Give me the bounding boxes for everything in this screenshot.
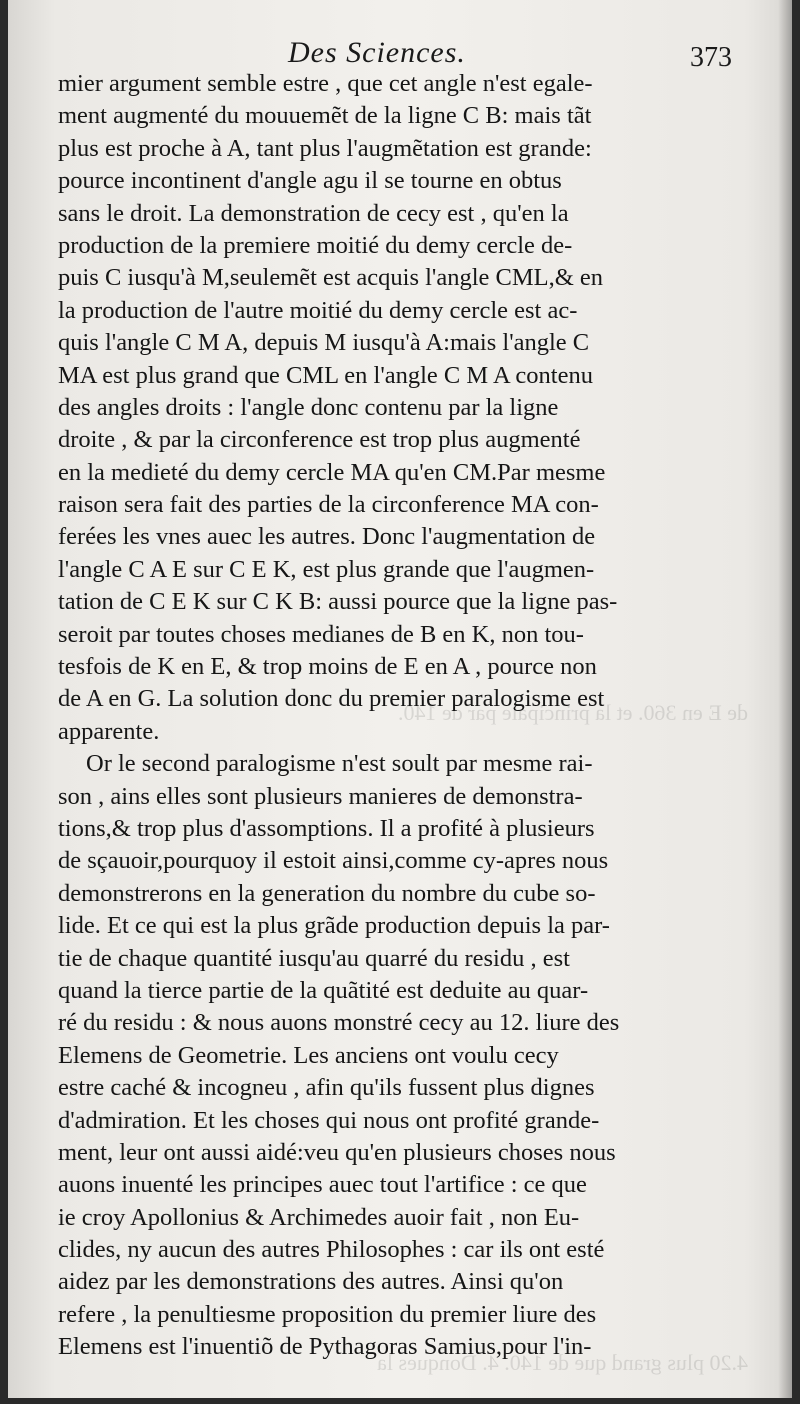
page-number: 373 (690, 42, 732, 73)
text-line: tesfois de K en E, & trop moins de E en A , pource non (58, 653, 597, 681)
running-head: Des Sciences. (288, 36, 466, 69)
text-line: en la medieté du demy cercle MA qu'en CM.Par mesme (58, 458, 606, 486)
text-line: MA est plus grand que CML en l'angle C M A contenu (58, 361, 593, 389)
text-line: droite , & par la circonference est trop plus augmenté (58, 426, 581, 454)
text-line: tions,& trop plus d'assomptions. Il a profité à plusieurs (58, 814, 595, 842)
text-line: quis l'angle C M A, depuis M iusqu'à A:mais l'angle C (58, 329, 590, 357)
text-line: mier argument semble estre , que cet angle n'est egale- (58, 70, 593, 97)
page-edge-shadow (778, 0, 792, 1398)
text-line: refere , la penultiesme proposition du premier liure des (58, 1300, 597, 1328)
text-line: raison sera fait des parties de la circonference MA con- (58, 491, 599, 519)
text-line: de A en G. La solution donc du premier paralogisme est (58, 685, 605, 713)
text-line: sans le droit. La demonstration de cecy est , qu'en la (58, 199, 569, 227)
text-line: puis C iusqu'à M,seulemẽt est acquis l'angle CML,& en (58, 264, 604, 292)
text-line: plus est proche à A, tant plus l'augmẽtation est grande: (58, 134, 592, 162)
text-line: ferées les vnes auec les autres. Donc l'augmentation de (58, 523, 596, 551)
text-line: quand la tierce partie de la quãtité est deduite au quar- (58, 976, 589, 1004)
text-line: ment, leur ont aussi aidé:veu qu'en plusieurs choses nous (58, 1138, 616, 1166)
text-line: aidez par les demonstrations des autres. Ainsi qu'on (58, 1268, 564, 1296)
text-line: apparente. (58, 717, 160, 745)
text-line: son , ains elles sont plusieurs manieres de demonstra- (58, 782, 583, 810)
text-line: ment augmenté du mouuemẽt de la ligne C B: mais tãt (58, 102, 592, 130)
body-text (58, 68, 758, 1364)
bleed-through-text: 4.20 plus grand que de 140. 4. Donques la (377, 1350, 748, 1375)
paragraph-start-line: Or le second paralogisme n'est soult par mesme rai- (86, 750, 593, 778)
text-line: clides, ny aucun des autres Philosophes : car ils ont esté (58, 1236, 605, 1264)
text-line: auons inuenté les principes auec tout l'artifice : ce que (58, 1171, 587, 1199)
text-line: la production de l'autre moitié du demy cercle est ac- (58, 296, 578, 324)
text-line: demonstrerons en la generation du nombre du cube so- (58, 879, 596, 907)
text-line: Elemens de Geometrie. Les anciens ont voulu cecy (58, 1041, 559, 1069)
text-line: pource incontinent d'angle agu il se tourne en obtus (58, 167, 562, 195)
text-line: lide. Et ce qui est la plus grãde production depuis la par- (58, 912, 610, 940)
text-line: estre caché & incogneu , afin qu'ils fussent plus dignes (58, 1074, 595, 1102)
text-line: de sçauoir,pourquoy il estoit ainsi,comme cy-apres nous (58, 847, 609, 875)
text-line: tie de chaque quantité iusqu'au quarré du residu , est (58, 944, 570, 972)
text-line: Elemens est l'inuentiõ de Pythagoras Samius,pour l'in- (58, 1333, 592, 1361)
bleed-through-text: de E en 360. et la principale par de 140. (397, 700, 748, 725)
text-line: tation de C E K sur C K B: aussi pource que la ligne pas- (58, 588, 618, 616)
text-line: ré du residu : & nous auons monstré cecy au 12. liure des (58, 1009, 620, 1037)
text-line: production de la premiere moitié du demy cercle de- (58, 231, 573, 259)
text-line: ie croy Apollonius & Archimedes auoir fait , non Eu- (58, 1203, 580, 1231)
text-line: des angles droits : l'angle donc contenu par la ligne (58, 393, 559, 421)
text-line: d'admiration. Et les choses qui nous ont profité grande- (58, 1106, 600, 1134)
text-line: l'angle C A E sur C E K, est plus grande que l'augmen- (58, 555, 595, 583)
text-line: seroit par toutes choses medianes de B en K, non tou- (58, 620, 584, 648)
book-page (8, 0, 792, 1398)
